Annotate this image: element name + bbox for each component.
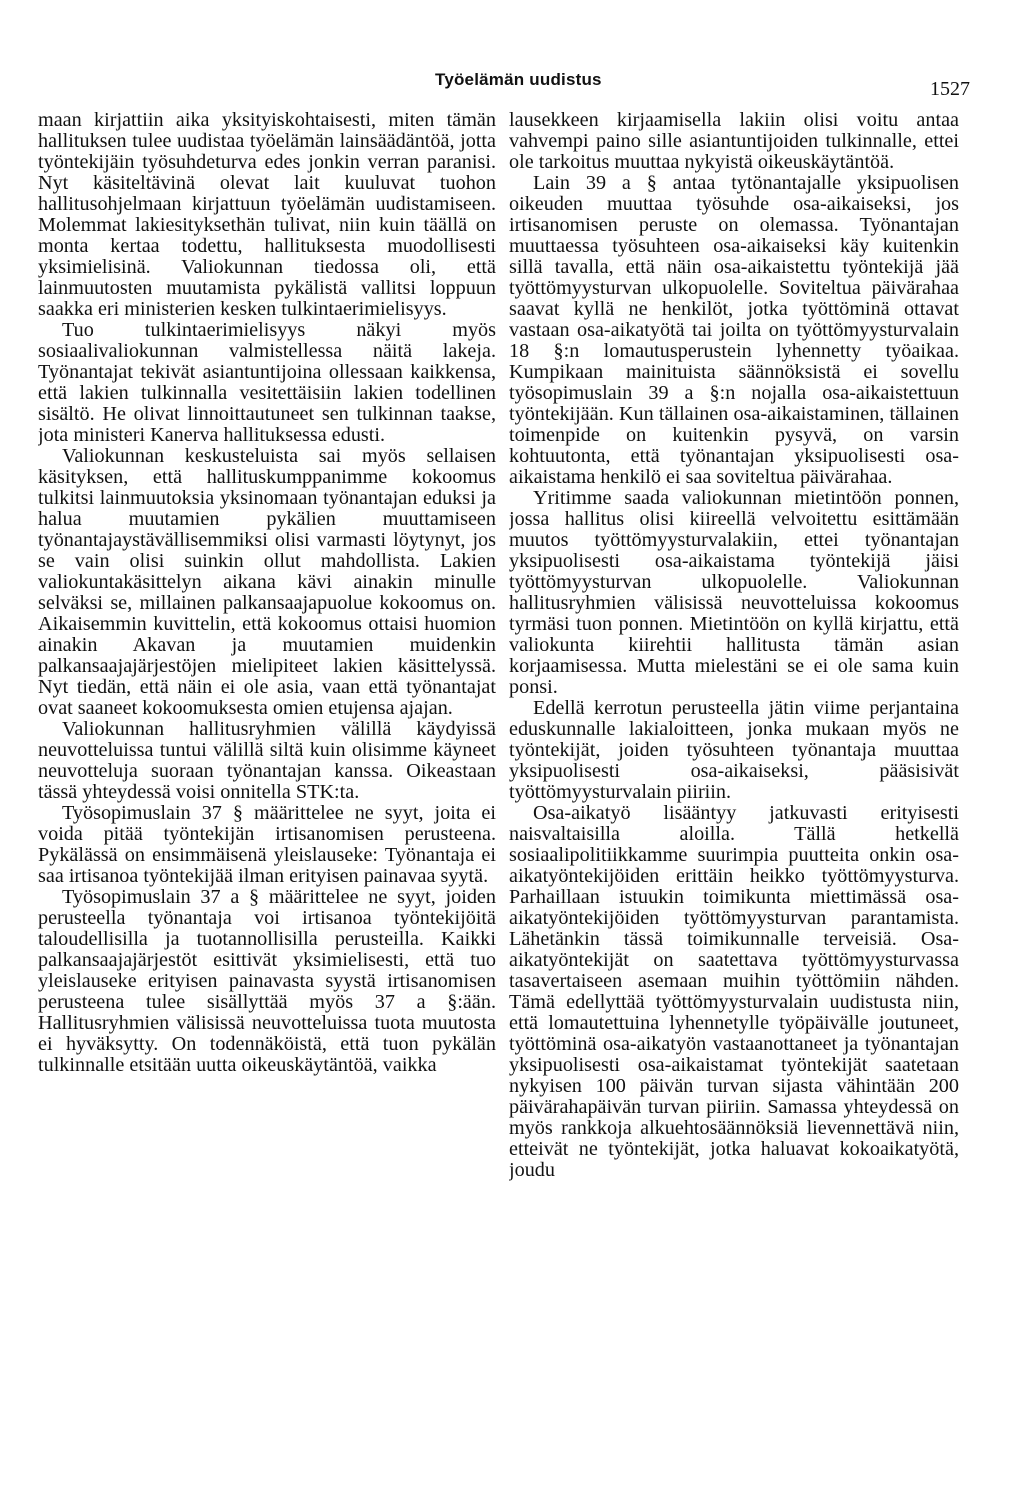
paragraph: Valiokunnan keskusteluista sai myös sellaisen käsityksen, että hallituskumppanimme kokoomus tulkitsi lainmuutoksia yksinomaan työnantajan eduksi ja halua muutamien pykälien muuttamiseen työnantajaystävällisemmiksi olisi varmasti löytynyt, jos se vain olisi suinkin ollut mahdollista. Lakien valiokuntakäsittelyn aikana kävi ainakin minulle selväksi se, millainen palkansaajapuolue kokoomus on. Aikaisemmin kuvittelin, että kokoomus ottaisi huomion ainakin Akavan ja muutamien muidenkin palkansaajajärjestöjen mielipiteet lakien käsittelyssä. Nyt tiedän, että näin ei ole asia, vaan että työnantajat ovat saaneet kokoomuksesta omien etujensa ajajan.	[38, 445, 496, 719]
paragraph: Tuo tulkintaerimielisyys näkyi myös sosiaalivaliokunnan valmistellessa näitä lakeja. Työnantajat tekivät asiantuntijoina ollessaan kaikkensa, että lakien tulkinnalla vesitettäisiin lakien todellinen sisältö. He olivat linnoittautuneet sen tulkinnan taakse, jota ministeri Kanerva hallituksessa edusti.	[38, 319, 496, 446]
page-header	[0, 58, 1024, 98]
right-column	[509, 110, 959, 1400]
paragraph: lausekkeen kirjaamisella lakiin olisi voitu antaa vahvempi paino sille asiantuntijoiden tulkinnalle, ettei ole tarkoitus muuttaa nykyistä oikeuskäytäntöä.	[509, 110, 959, 173]
paragraph: Lain 39 a § antaa tytönantajalle yksipuolisen oikeuden muuttaa työsuhde osa-aikaiseksi, jos irtisanomisen peruste on olemassa. Työnantajan muuttaessa työsuhteen osa-aikaiseksi käy kuitenkin sillä tavalla, että näin osa-aikaistettu työntekijä jää työttömyysturvan ulkopuolelle. Soviteltua päivärahaa saavat kyllä ne henkilöt, jotka työttöminä ottavat vastaan osa-aikatyötä tai joilta on työttömyysturvalain 18 §:n lomautusperustein lyhennetty työaikaa. Kumpikaan mainituista säännöksistä ei sovellu työsopimuslain 39 a §:n nojalla osa-aikaistettuun työntekijään. Kun tällainen osa-aikaistaminen, tällainen toimenpide on kuitenkin pysyvä, on varsin kohtuutonta, että työnantajan yksipuolisesti osa-aikaistama henkilö ei saa soviteltua päivärahaa.	[509, 172, 959, 488]
paragraph: Osa-aikatyö lisääntyy jatkuvasti erityisesti naisvaltaisilla aloilla. Tällä hetkellä sosiaalipolitiikkamme suurimpia puutteita onkin osa-aikatyöntekijöiden erittäin heikko työttömyysturva. Parhaillaan istuukin toimikunta miettimässä osa-aikatyöntekijöiden työttömyysturvan parantamista. Lähetänkin tässä toimikunnalle terveisiä. Osa-aikatyöntekijät on saatettava työttömyysturvassa tasavertaiseen asemaan muihin työttömiin nähden. Tämä edellyttää työttömyysturvalain uudistusta niin, että lomautettuina lyhennetylle työpäivälle joutuneet, työttöminä osa-aikatyön vastaanottaneet ja työnantajan yksipuolisesti osa-aikaistamat työntekijät saatetaan nykyisen 100 päivän turvan sijasta vähintään 200 päivärahapäivän turvan piiriin. Samassa yhteydessä on myös rankkoja alkuehtosäännöksiä lievennettävä niin, etteivät ne työntekijät, jotka haluavat kokoaikatyötä, joudu	[509, 802, 959, 1181]
page-number: 1527	[930, 78, 970, 100]
paragraph: Edellä kerrotun perusteella jätin viime perjantaina eduskunnalle lakialoitteen, jonka mukaan myös ne työntekijät, joiden työsuhteen työnantaja muuttaa yksipuolisesti osa-aikaiseksi, pääsisivät työttömyysturvalain piiriin.	[509, 697, 959, 803]
paragraph: maan kirjattiin aika yksityiskohtaisesti, miten tämän hallituksen tulee uudistaa työelämän lainsäädäntöä, jotta työntekijäin työsuhdeturva edes jonkin verran paranisi. Nyt käsiteltävinä olevat lait kuuluvat tuohon hallitusohjelmaan kirjattuun työelämän uudistamiseen. Molemmat lakiesityksethän tulivat, niin kuin täällä on monta kertaa todettu, hallituksesta muodollisesti yksimielisinä. Valiokunnan tiedossa oli, että lainmuutosten muutamista pykälistä vallitsi loppuun saakka eri ministerien kesken tulkintaerimielisyys.	[38, 110, 496, 320]
paragraph: Yritimme saada valiokunnan mietintöön ponnen, jossa hallitus olisi kiireellä velvoitettu esittämään muutos työttömyysturvalakiin, ettei työnantajan yksipuolisesti osa-aikaistama työntekijä jäisi työttömyysturvan ulkopuolelle. Valiokunnan hallitusryhmien välisissä neuvotteluissa kokoomus tyrmäsi tuon ponnen. Mietintöön on kyllä kirjattu, että valiokunta kiirehtii hallitusta tämän asian korjaamisessa. Mutta mielestäni se ei ole sama kuin ponsi.	[509, 487, 959, 698]
running-title: Työelämän uudistus	[435, 70, 602, 89]
paragraph: Valiokunnan hallitusryhmien välillä käydyissä neuvotteluissa tuntui välillä siltä kuin olisimme käyneet neuvotteluja suoraan työnantajan kanssa. Oikeastaan tässä yhteydessä voisi onnitella STK:ta.	[38, 718, 496, 803]
paragraph: Työsopimuslain 37 a § määrittelee ne syyt, joiden perusteella työnantaja voi irtisanoa työntekijöitä taloudellisilla ja tuotannollisilla perusteilla. Kaikki palkansaajajärjestöt esittivät yksimielisesti, että tuo yleislauseke erityisen painavasta syystä irtisanomisen perusteena tulee sisällyttää myös 37 a §:ään. Hallitusryhmien välisissä neuvotteluissa tuota muutosta ei hyväksytty. On todennäköistä, että tuon pykälän tulkinnalle etsitään uutta oikeuskäytäntöä, vaikka	[38, 886, 496, 1076]
left-column	[38, 110, 496, 1400]
paragraph: Työsopimuslain 37 § määrittelee ne syyt, joita ei voida pitää työntekijän irtisanomisen perusteena. Pykälässä on ensimmäisenä yleislauseke: Työnantaja ei saa irtisanoa työntekijää ilman erityisen painavaa syytä.	[38, 802, 496, 887]
